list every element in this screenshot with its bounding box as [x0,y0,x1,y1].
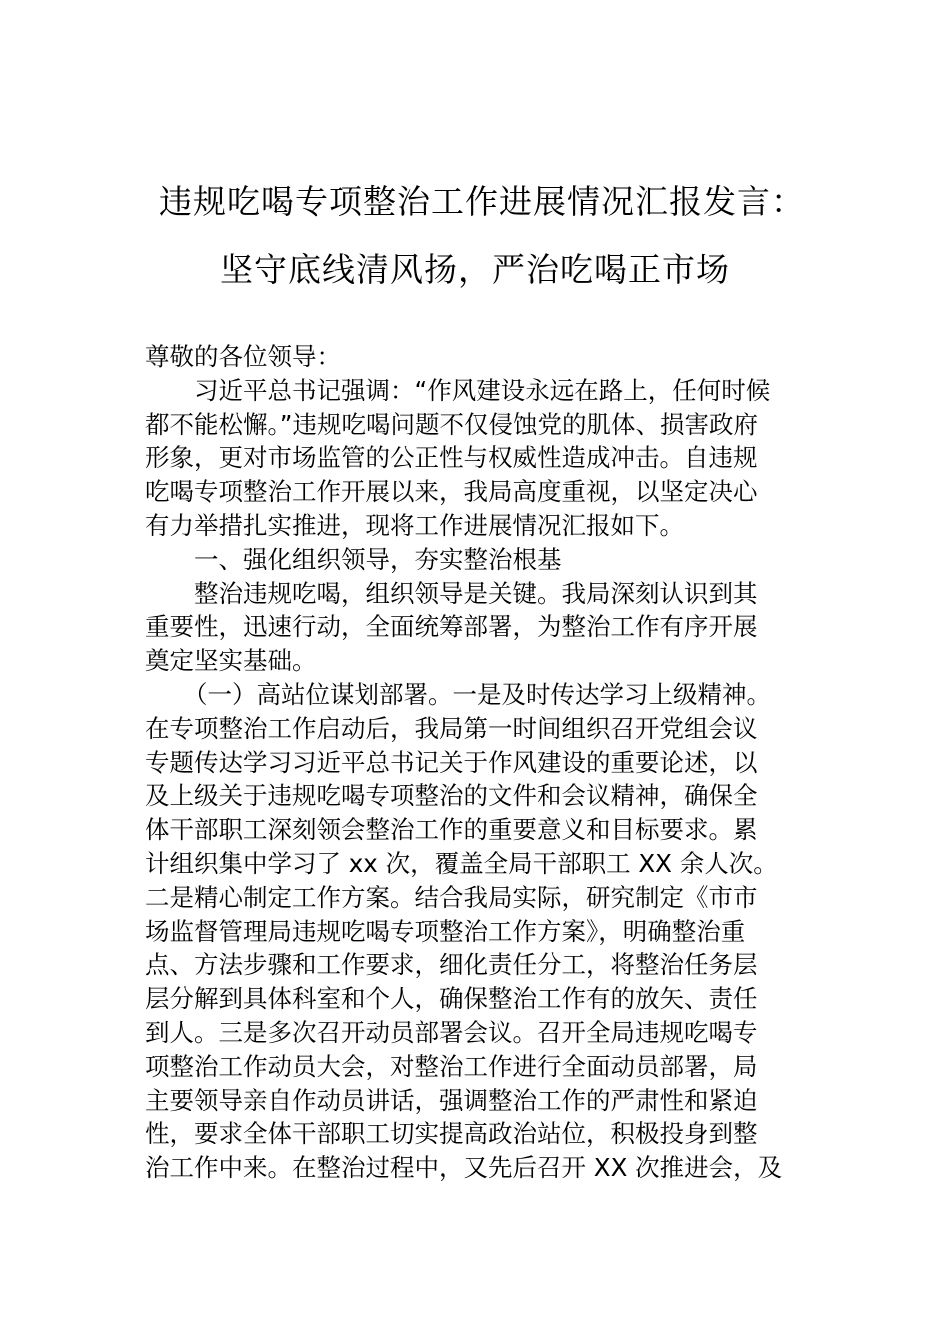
document-title-line-2: 坚守底线清风扬，严治吃喝正市场 [220,250,730,289]
paragraph-line: 二是精心制定工作方案。结合我局实际，研究制定《市市 [145,882,758,912]
paragraph-line: 吃喝专项整治工作开展以来，我局高度重视，以坚定决心 [145,477,758,507]
paragraph-line: 奠定坚实基础。 [145,646,317,676]
salutation: 尊敬的各位领导： [145,342,341,371]
paragraph-line: 计组织集中学习了 xx 次，覆盖全局干部职工 XX 余人次。 [145,848,778,878]
paragraph-line: 重要性，迅速行动，全面统筹部署，为整治工作有序开展 [145,612,758,642]
paragraph-line: 性，要求全体干部职工切实提高政治站位，积极投身到整 [145,1119,758,1149]
paragraph-line: 形象，更对市场监管的公正性与权威性造成冲击。自违规 [145,443,758,473]
paragraph-line: 点、方法步骤和工作要求，细化责任分工，将整治任务层 [145,950,758,980]
paragraph-line: 体干部职工深刻领会整治工作的重要意义和目标要求。累 [145,815,758,845]
paragraph-line: 专题传达学习习近平总书记关于作风建设的重要论述，以 [145,747,758,777]
paragraph-line: 都不能松懈。”违规吃喝问题不仅侵蚀党的肌体、损害政府 [145,409,758,439]
paragraph-line: 场监督管理局违规吃喝专项整治工作方案》，明确整治重 [145,916,746,946]
document-body [145,340,825,1185]
paragraph-line: 层分解到具体科室和个人，确保整治工作有的放矢、责任 [145,984,758,1014]
paragraph-line: 有力举措扎实推进，现将工作进展情况汇报如下。 [145,510,684,540]
paragraph-line: 习近平总书记强调：“作风建设永远在路上，任何时候 [194,375,771,405]
paragraph-line: 项整治工作动员大会，对整治工作进行全面动员部署，局 [145,1051,758,1081]
paragraph-line: 在专项整治工作启动后，我局第一时间组织召开党组会议 [145,713,758,743]
section-heading: 一、强化组织领导，夯实整治根基 [194,544,562,574]
paragraph-line: 主要领导亲自作动员讲话，强调整治工作的严肃性和紧迫 [145,1085,758,1115]
paragraph-line: 整治违规吃喝，组织领导是关键。我局深刻认识到其 [194,578,758,608]
document-title-line-1: 违规吃喝专项整治工作进展情况汇报发言： [159,182,805,221]
paragraph-line: 治工作中来。在整治过程中，又先后召开 XX 次推进会，及 [145,1153,783,1183]
paragraph-line: （一）高站位谋划部署。一是及时传达学习上级精神。 [183,679,771,709]
paragraph-line: 及上级关于违规吃喝专项整治的文件和会议精神，确保全 [145,781,758,811]
paragraph-line: 到人。三是多次召开动员部署会议。召开全局违规吃喝专 [145,1017,758,1047]
